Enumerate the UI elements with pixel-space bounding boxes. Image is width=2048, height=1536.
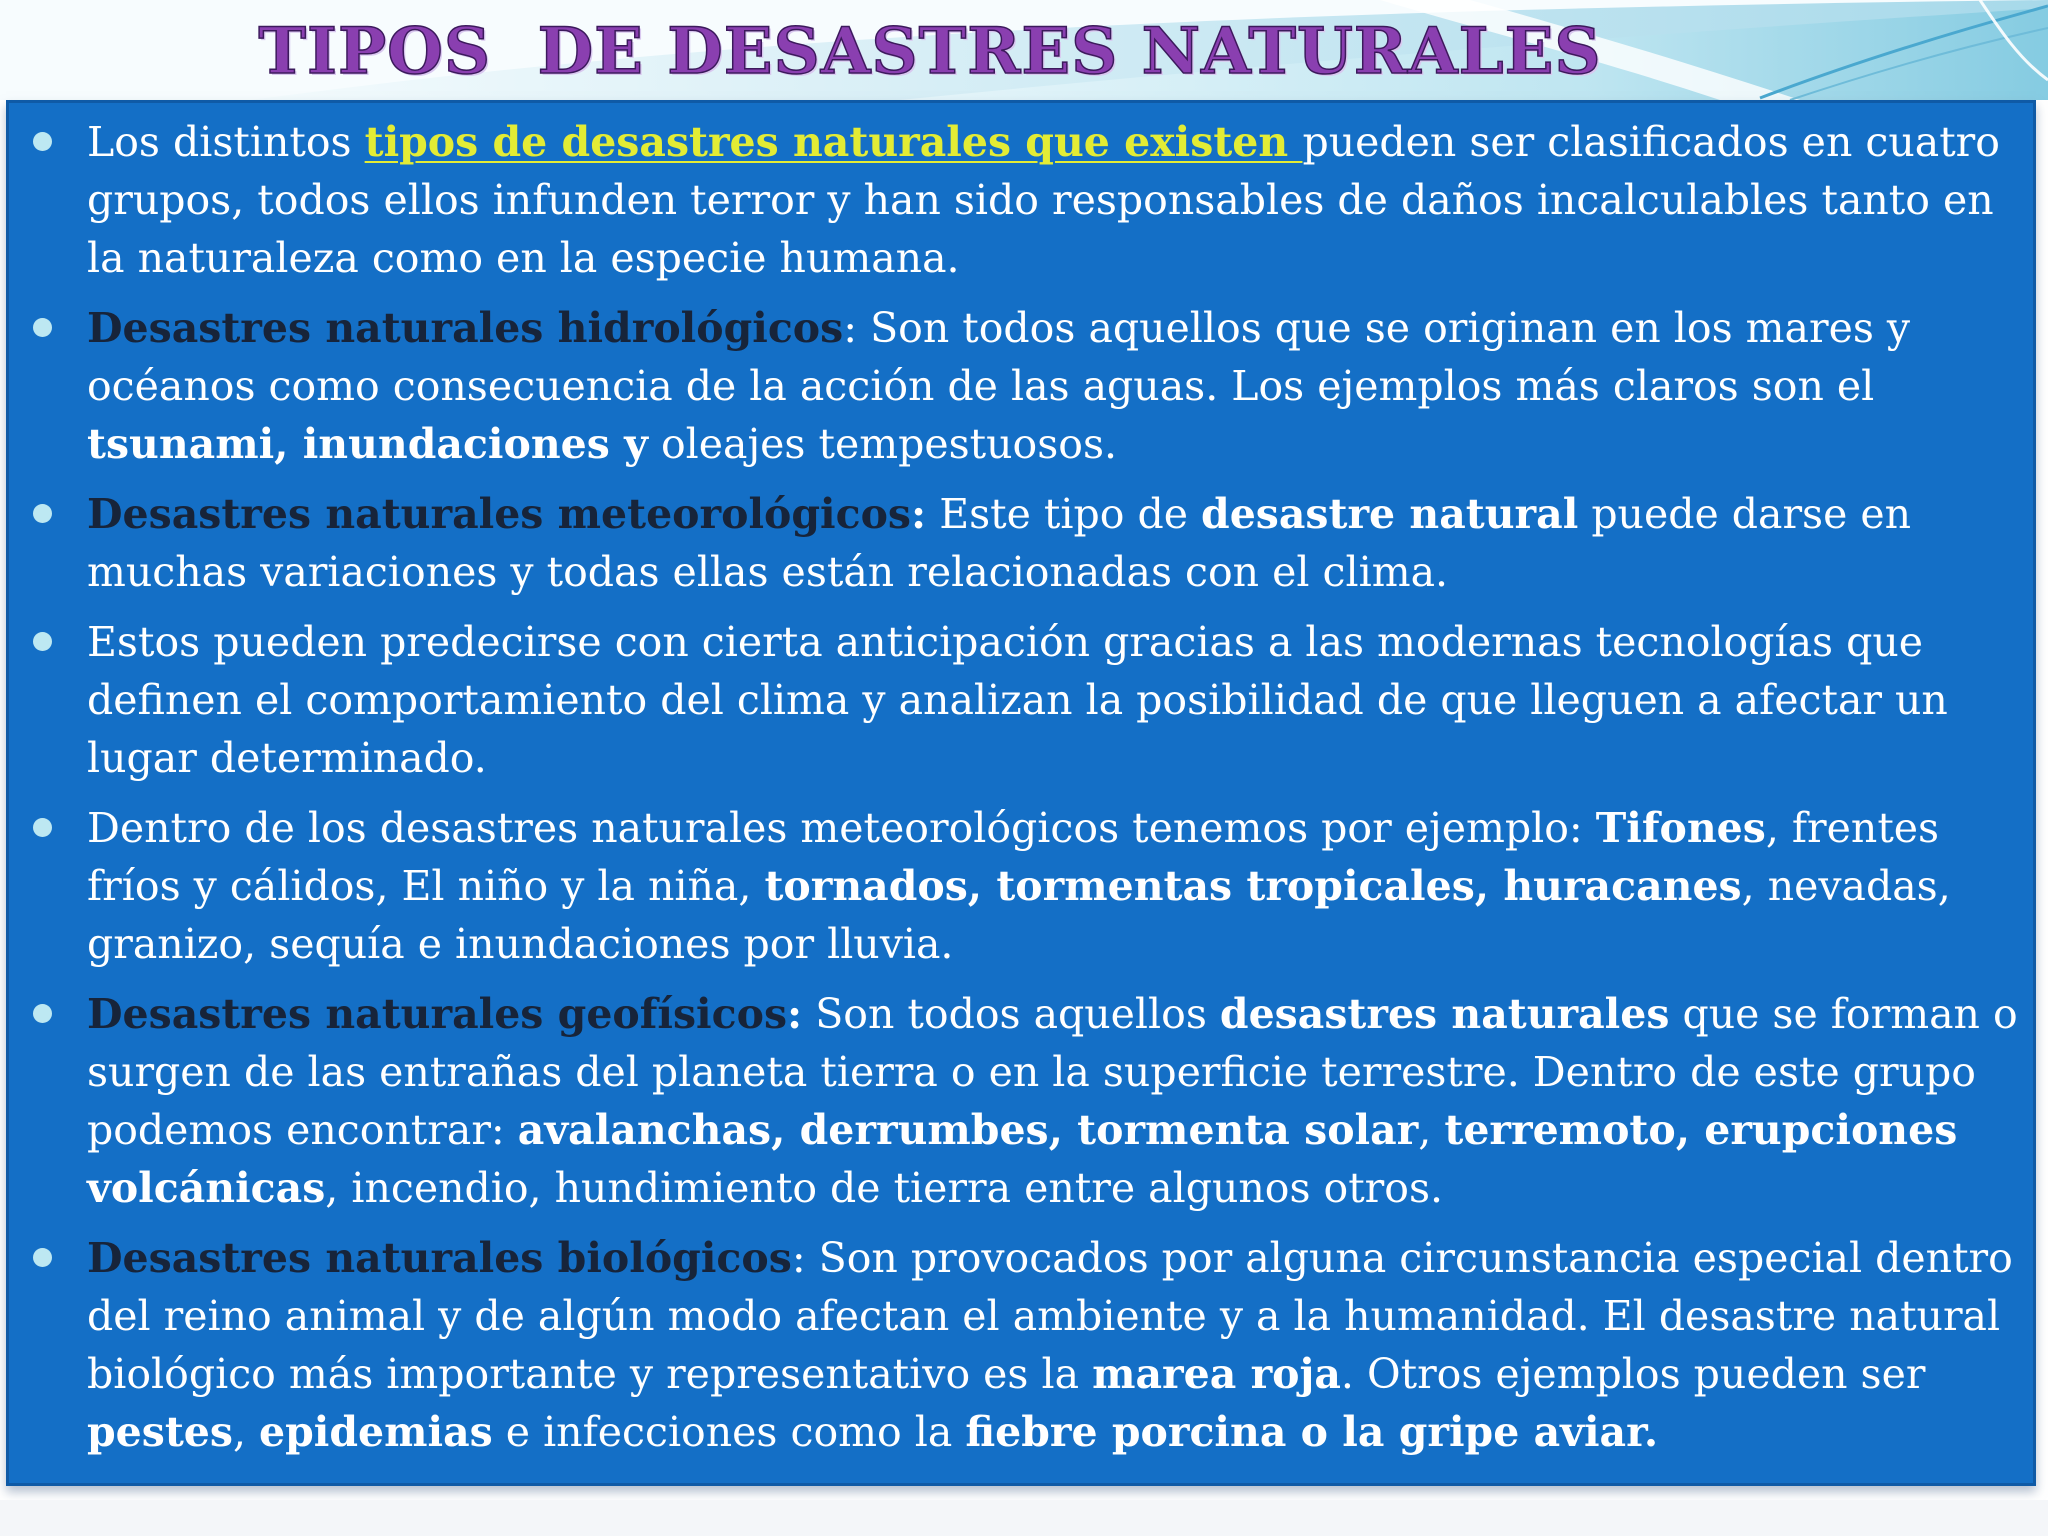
text-span: : Son provocados por alguna circunstancia especial dentro del reino animal y de algún modo afectan el ambiente y a la humanidad. El desastre natural biológico más importante y representativo es la [87,1234,2013,1398]
bullet-list [9,113,2039,1473]
bold-text: fiebre porcina o la gripe aviar. [965,1408,1659,1456]
bullet-dot-icon [33,504,52,523]
item-heading: Desastres naturales meteorológicos [87,490,912,538]
bold-text: avalanchas, derrumbes, tormenta solar [517,1106,1419,1154]
text-span: , nevadas, granizo, sequía e inundaciones por lluvia. [87,862,1951,968]
bullet-dot-icon [33,1248,52,1267]
text-span: , [232,1408,260,1456]
text-span: Los distintos [87,118,365,166]
list-item [9,799,2039,973]
bullet-dot-icon [33,818,52,837]
text-span: pueden ser clasificados en cuatro grupos, todos ellos infunden terror y han sido responsables de daños incalculables tanto en la naturaleza como en la especie humana. [87,118,2000,282]
list-item [9,299,2039,473]
list-item [9,485,2039,601]
text-span: e infecciones como la [492,1408,966,1456]
bold-text: Tifones [1595,804,1766,852]
bullet-dot-icon [33,1004,52,1023]
text-span: oleajes tempestuosos. [647,420,1118,468]
page-title: TIPOS DE DESASTRES NATURALES [258,14,1602,89]
bold-text: : [787,990,803,1038]
bullet-dot-icon [33,132,52,151]
item-heading: Desastres naturales hidrológicos [87,304,844,352]
item-heading: Desastres naturales biológicos [87,1234,792,1282]
list-item [9,1229,2039,1461]
bold-text: tornados, tormentas tropicales, huracanes [764,862,1742,910]
bold-text: pestes [87,1408,233,1456]
item-heading: Desastres naturales geofísicos [87,990,788,1038]
content-panel [6,100,2036,1486]
text-span: , frentes fríos y cálidos, El niño y la niña, [87,804,1940,910]
text-span: : Son todos aquellos que se originan en los mares y océanos como consecuencia de la acción de las aguas. Los ejemplos más claros son el [87,304,1911,410]
bold-text: desastres naturales [1219,990,1670,1038]
bullet-dot-icon [33,318,52,337]
list-item [9,985,2039,1217]
text-span: Estos pueden predecirse con cierta anticipación gracias a las modernas tecnologías que definen el comportamiento del clima y analizan la posibilidad de que lleguen a afectar un lugar determinado. [87,618,1948,782]
text-span: Este tipo de [926,490,1202,538]
text-span: , incendio, hundimiento de tierra entre algunos otros. [325,1164,1444,1212]
list-item [9,613,2039,787]
list-item [9,113,2039,287]
bold-text: desastre natural [1201,490,1579,538]
tipos-desastres-link[interactable]: tipos de desastres naturales que existen [364,118,1303,166]
bold-text: terremoto, erupciones volcánicas [87,1106,1958,1212]
bullet-dot-icon [33,632,52,651]
text-span: puede darse en muchas variaciones y todas ellas están relacionadas con el clima. [87,490,1912,596]
bold-text: tsunami, inundaciones y [87,420,648,468]
text-span: . Otros ejemplos pueden ser [1340,1350,1926,1398]
bottom-strip [0,1500,2048,1536]
bold-text: : [911,490,927,538]
text-span: Son todos aquellos [802,990,1220,1038]
text-span: Dentro de los desastres naturales meteorológicos tenemos por ejemplo: [87,804,1596,852]
text-span: que se forman o surgen de las entrañas del planeta tierra o en la superficie terrestre. Dentro de este grupo podemos encontrar: [87,990,2018,1154]
bold-text: marea roja [1092,1350,1341,1398]
bold-text: epidemias [259,1408,493,1456]
text-span: , [1418,1106,1445,1154]
